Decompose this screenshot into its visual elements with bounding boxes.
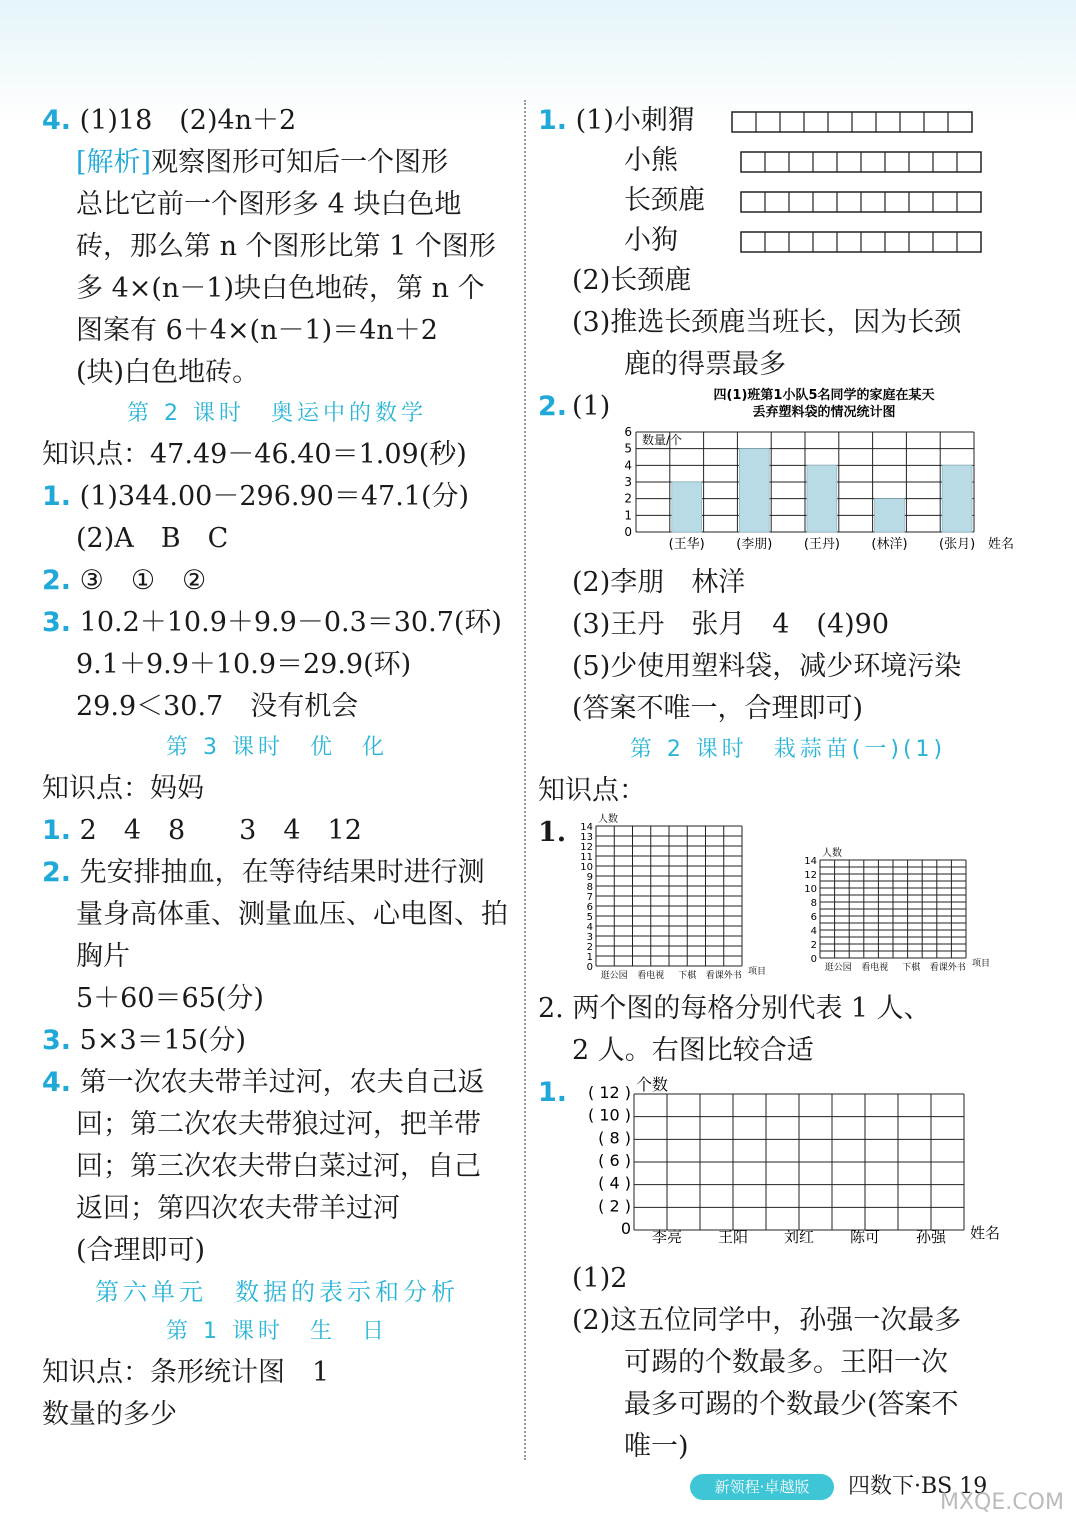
section-title: 第 2 课时 栽蒜苗(一)(1) — [629, 737, 947, 762]
y-tick-label: 4 — [624, 458, 632, 473]
analysis-line: 图案有 6＋4×(n－1)＝4n＋2 — [76, 315, 438, 346]
tally-grid — [739, 150, 985, 174]
x-tick-label: (王华) — [668, 537, 705, 552]
answer-line: (2)A B C — [76, 523, 229, 554]
x-tick-label: 看课外书 — [705, 971, 742, 981]
knowledge-point: 知识点：条形统计图 1 — [42, 1357, 330, 1388]
tally-row — [538, 220, 1038, 260]
x-tick-label: 刘红 — [783, 1228, 815, 1246]
y-tick-label: 10 — [804, 884, 817, 895]
x-tick-label: 陈可 — [849, 1228, 881, 1246]
y-tick-label: 13 — [580, 832, 593, 843]
y-tick-label: 3 — [586, 932, 593, 943]
y-tick-label: ( 8 ) — [598, 1128, 631, 1148]
x-tick-label: 看电视 — [637, 971, 665, 981]
answer-text: ③ ① ② — [79, 565, 207, 596]
knowledge-point: 知识点：妈妈 — [42, 773, 204, 804]
left-column — [42, 100, 512, 1436]
q-number: 1. — [42, 815, 72, 846]
part-label: (1) — [572, 391, 611, 422]
q-number: 4. — [42, 105, 72, 136]
tally-grid — [730, 110, 976, 134]
analysis-line — [42, 142, 512, 184]
y-tick-label: 2 — [810, 940, 817, 951]
bar — [739, 449, 769, 532]
answer-line: 9.1＋9.9＋10.9＝29.9(环) — [76, 649, 412, 680]
answer-line: 2 人。右图比较合适 — [572, 1035, 814, 1066]
y-tick-label: 12 — [580, 842, 593, 853]
answer-line: (2)这五位同学中，孙强一次最多 — [572, 1305, 962, 1336]
answer-line — [42, 1020, 512, 1062]
analysis-tag: [解析] — [76, 147, 152, 178]
column-divider — [524, 100, 526, 1460]
y-tick-label: 9 — [586, 872, 593, 883]
x-tick-label: (李朋) — [736, 537, 773, 552]
kp-charts — [538, 812, 1038, 988]
answer-text: (1)18 (2)4n＋2 — [79, 105, 297, 136]
answer-line: 29.9＜30.7 没有机会 — [76, 691, 359, 722]
y-tick-label: 11 — [580, 852, 593, 863]
x-tick-label: 逛公园 — [600, 971, 628, 981]
x-axis-label: 项目 — [748, 967, 767, 977]
y-axis-label: 人数 — [822, 848, 842, 859]
answer-text: 5×3＝15(分) — [79, 1025, 247, 1056]
y-axis-label: 人数 — [598, 814, 618, 825]
tally-row — [538, 180, 1038, 220]
answer-line: (答案不唯一，合理即可) — [572, 693, 864, 724]
grid-chart-left — [568, 812, 794, 986]
y-tick-label: 5 — [624, 441, 632, 456]
y-tick-label: 0 — [620, 1219, 631, 1238]
series-badge: 新领程·卓越版 — [690, 1474, 834, 1500]
q-number: 1. — [538, 817, 567, 848]
y-tick-label: ( 12 ) — [587, 1083, 631, 1102]
answer-line: (3)王丹 张月 4 (4)90 — [572, 609, 890, 640]
y-tick-label: 6 — [624, 425, 632, 439]
bar — [807, 465, 837, 532]
y-tick-label: ( 4 ) — [598, 1173, 631, 1193]
answer-line — [42, 476, 512, 518]
answer-line — [42, 560, 512, 602]
answer-line — [42, 1062, 512, 1104]
chart-title-line2: 丢弃塑料袋的情况统计图 — [752, 405, 896, 420]
tally-label: 长颈鹿 — [624, 185, 705, 216]
knowledge-point: 数量的多少 — [42, 1399, 177, 1430]
q-number: 1. — [538, 1077, 568, 1108]
y-axis-label: 个数 — [636, 1075, 669, 1094]
tally-grid — [739, 230, 985, 254]
knowledge-point: 知识点：47.49－46.40＝1.09(秒) — [42, 439, 467, 470]
y-tick-label: 6 — [810, 912, 817, 923]
answer-line: (合理即可) — [76, 1235, 206, 1266]
answer-line: 鹿的得票最多 — [624, 349, 786, 380]
answer-line: 返回；第四次农夫带羊过河 — [76, 1193, 400, 1224]
analysis-line: 砖，那么第 n 个图形比第 1 个图形 — [76, 231, 496, 262]
y-tick-label: 7 — [586, 892, 593, 903]
analysis-line: 总比它前一个图形多 4 块白色地 — [76, 189, 462, 220]
tally-label: (1)小刺猬 — [575, 105, 695, 136]
answer-text: 先安排抽血，在等待结果时进行测 — [79, 857, 485, 888]
y-tick-label: 0 — [586, 962, 593, 973]
tally-label: 小狗 — [624, 225, 678, 256]
q4-answer — [42, 100, 512, 142]
x-tick-label: 逛公园 — [824, 963, 852, 973]
x-tick-label: 王阳 — [717, 1228, 749, 1246]
q-number: 2. — [42, 565, 72, 596]
y-tick-label: 14 — [804, 856, 817, 867]
answer-line: 5＋60＝65(分) — [76, 983, 264, 1014]
y-tick-label: 8 — [586, 882, 593, 893]
y-tick-label: 0 — [810, 954, 817, 965]
grid-chart-right — [798, 842, 1004, 986]
answer-line: 可踢的个数最多。王阳一次 — [624, 1347, 948, 1378]
y-tick-label: 8 — [810, 898, 817, 909]
q-number: 3. — [42, 607, 72, 638]
y-tick-label: 14 — [580, 822, 593, 833]
x-tick-label: 李亮 — [651, 1228, 683, 1246]
right-column — [538, 100, 1038, 1468]
q-number: 1. — [538, 105, 568, 136]
bar — [672, 482, 702, 532]
tally-row — [538, 140, 1038, 180]
x-tick-label: (林洋) — [871, 537, 908, 552]
y-tick-label: 5 — [586, 912, 593, 923]
answer-line: 胸片 — [76, 941, 130, 972]
analysis-text: 观察图形可知后一个图形 — [151, 147, 449, 178]
chart-title-line1: 四(1)班第1小队5名同学的家庭在某天 — [713, 388, 935, 403]
x-axis-label: 姓名 — [970, 1224, 1001, 1242]
answer-line: (2)长颈鹿 — [572, 265, 692, 296]
page-number: 四数下·BS 19 — [848, 1474, 988, 1499]
section-title: 第 3 课时 优 化 — [166, 735, 388, 760]
answer-line: 唯一) — [624, 1431, 689, 1462]
x-axis-label: 项目 — [972, 959, 991, 969]
analysis-line: 多 4×(n－1)块白色地砖，第 n 个 — [76, 273, 485, 304]
x-tick-label: 下棋 — [678, 971, 697, 981]
q3-block — [538, 1072, 1038, 1258]
answer-line: (3)推选长颈鹿当班长，因为长颈 — [572, 307, 962, 338]
y-tick-label: 4 — [586, 922, 593, 933]
y-tick-label: ( 10 ) — [587, 1105, 631, 1125]
answer-line: 量身高体重、测量血压、心电图、拍 — [76, 899, 508, 930]
answer-line — [42, 602, 512, 644]
knowledge-point: 知识点： — [538, 775, 646, 806]
section-title: 第 1 课时 生 日 — [166, 1319, 388, 1344]
analysis-line: (块)白色地砖。 — [76, 357, 260, 388]
y-tick-label: 3 — [624, 475, 632, 489]
y-tick-label: ( 6 ) — [598, 1151, 631, 1170]
y-tick-label: 10 — [580, 862, 593, 873]
y-tick-label: 2 — [586, 942, 593, 953]
q-number: 2. — [538, 391, 568, 422]
bar — [942, 465, 972, 532]
x-tick-label: (王丹) — [803, 537, 840, 552]
y-tick-label: 1 — [624, 508, 632, 523]
answer-line: (5)少使用塑料袋，减少环境污染 — [572, 651, 962, 682]
answer-line — [42, 810, 512, 852]
answer-line: (2)李朋 林洋 — [572, 567, 746, 598]
x-axis-label: 姓名 — [988, 537, 1015, 552]
y-tick-label: 6 — [586, 902, 593, 913]
kick-count-chart — [562, 1072, 1002, 1258]
answer-line: 2. 两个图的每格分别代表 1 人、 — [538, 993, 931, 1024]
answer-text: 2 4 8 3 4 12 — [79, 815, 362, 846]
answer-text: (1)344.00－296.90＝47.1(分) — [79, 481, 470, 512]
y-tick-label: 0 — [624, 525, 632, 539]
tally-row — [538, 100, 1038, 140]
y-axis-label: 数量/个 — [642, 433, 683, 447]
x-tick-label: 看课外书 — [929, 963, 966, 973]
x-tick-label: 看电视 — [861, 963, 889, 973]
answer-line: (1)2 — [572, 1263, 628, 1294]
x-tick-label: (张月) — [939, 537, 976, 552]
q-number: 2. — [42, 857, 72, 888]
tally-grid — [739, 190, 985, 214]
y-tick-label: ( 2 ) — [598, 1196, 631, 1216]
tally-label: 小熊 — [624, 145, 678, 176]
q-number: 4. — [42, 1067, 72, 1098]
answer-line: 回；第三次农夫带白菜过河，自己 — [76, 1151, 481, 1182]
answer-line: 最多可踢的个数最少(答案不 — [624, 1389, 959, 1420]
answer-text: 10.2＋10.9＋9.9－0.3＝30.7(环) — [79, 607, 502, 638]
q-number: 3. — [42, 1025, 72, 1056]
y-tick-label: 4 — [810, 926, 817, 937]
y-tick-label: 1 — [586, 952, 593, 963]
bar — [875, 499, 905, 532]
q-number: 1. — [42, 481, 72, 512]
section-title: 第 2 课时 奥运中的数学 — [127, 401, 427, 426]
x-tick-label: 下棋 — [902, 963, 921, 973]
answer-line — [42, 852, 512, 894]
y-tick-label: 12 — [804, 870, 817, 881]
unit-title: 第六单元 数据的表示和分析 — [95, 1278, 459, 1306]
q2-block — [538, 386, 1038, 562]
x-tick-label: 孙强 — [915, 1228, 947, 1246]
plastic-bag-chart — [614, 386, 1054, 562]
answer-line: 回；第二次农夫带狼过河，把羊带 — [76, 1109, 481, 1140]
y-tick-label: 2 — [624, 491, 632, 506]
watermark: MXQE.COM — [940, 1490, 1064, 1515]
answer-text: 第一次农夫带羊过河，农夫自己返 — [79, 1067, 485, 1098]
